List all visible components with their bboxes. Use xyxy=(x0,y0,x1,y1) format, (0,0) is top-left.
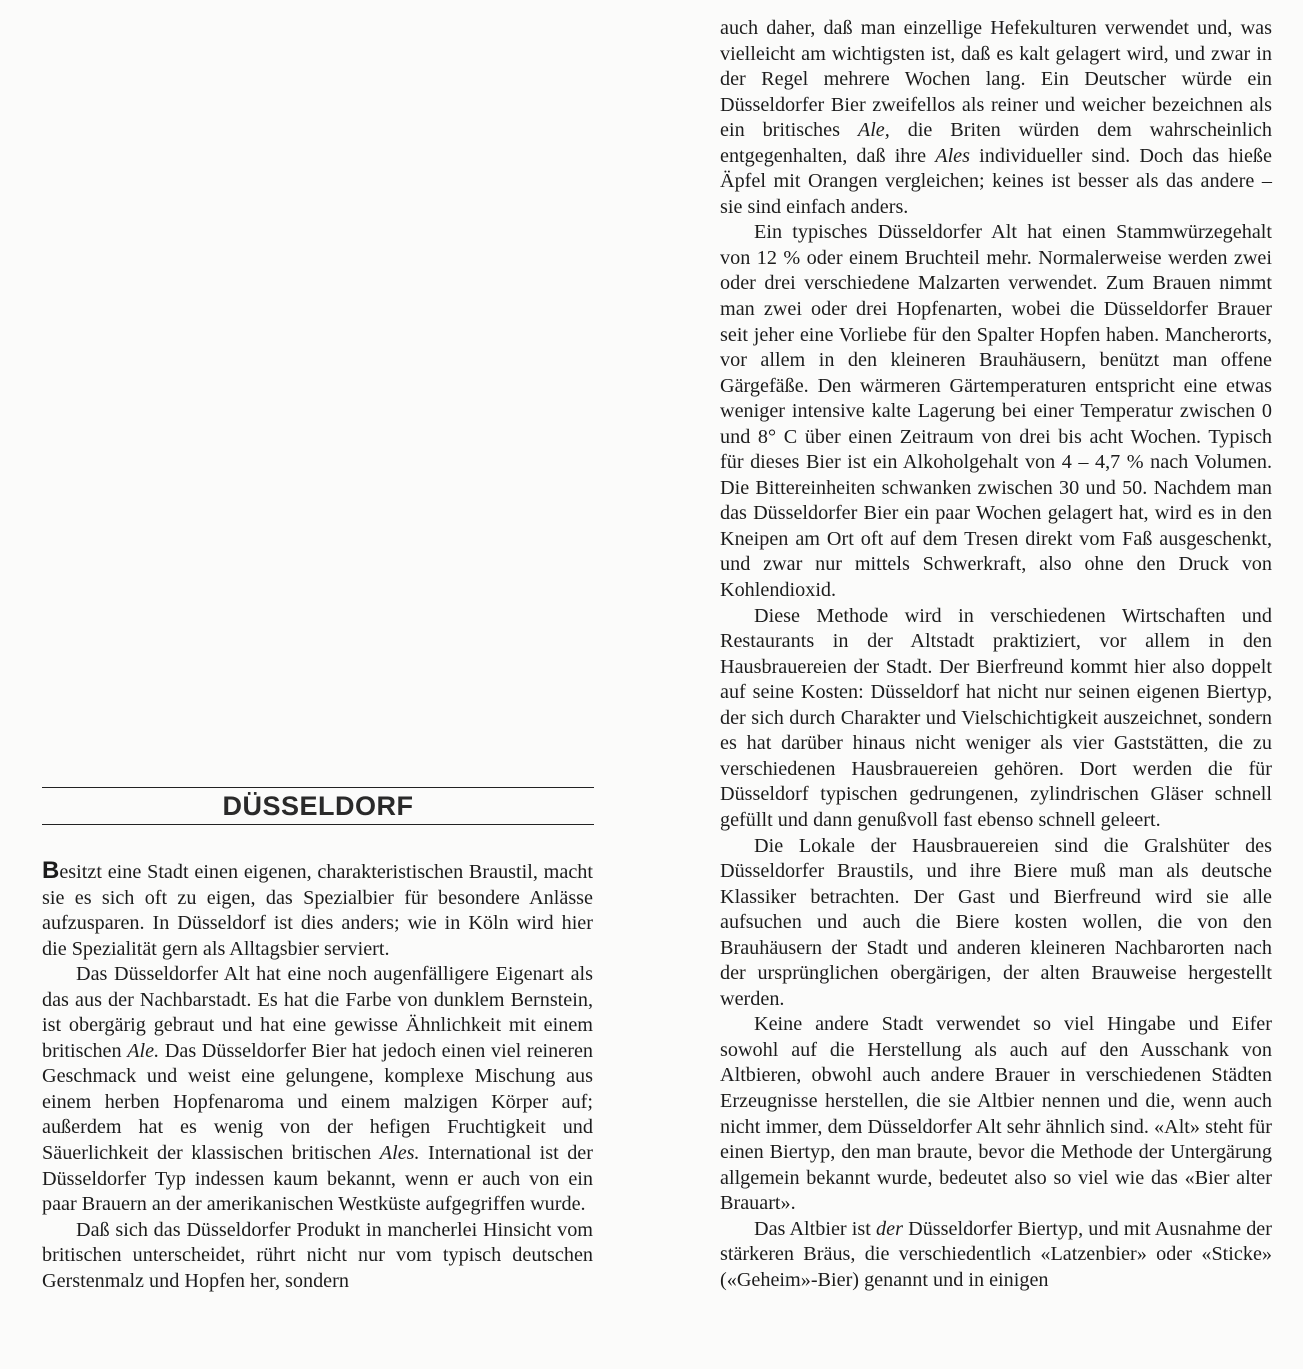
paragraph xyxy=(720,1217,1272,1294)
paragraph-text: esitzt eine Stadt einen eigenen, charakteristischen Braustil, macht sie es sich oft zu eigen, das Spezialbier für besondere Anlässe aufzusparen. In Düsseldorf ist dies anders; wie in Köln wird hier die Spezialität gern als Alltagsbier serviert. xyxy=(42,861,593,960)
paragraph-text: individueller sind. Doch das hieße Äpfel mit Orangen vergleichen; keines ist besser als das andere – sie sind einfach anders. xyxy=(720,144,1272,218)
paragraph-text: Keine andere Stadt verwendet so viel Hingabe und Eifer sowohl auf die Herstellung als auch auf den Ausschank von Altbieren, obwohl auch andere Brauer in verschiedenen Städten Erzeugnisse herstellen, die sie Altbier nennen und die, wenn auch nicht immer, dem Düsseldorfer Alt sehr ähnlich sind. «Alt» steht für einen Biertyp, den man braute, bevor die Methode der Untergärung allgemein bekannt wurde, bedeutet also so viel wie das «Bier alter Brauart». xyxy=(720,1013,1272,1215)
paragraph-text: die Briten würden dem wahrscheinlich entgegenhalten, daß ihre xyxy=(720,119,1272,167)
paragraph-text: Ein typisches Düsseldorfer Alt hat einen Stammwürzegehalt von 12 % oder einem Bruchteil mehr. Normalerweise werden zwei oder drei verschiedene Malzarten verwendet. Zum Brauen nimmt man zwei oder drei Hopfenarten, wobei die Düsseldorfer Brauer seit jeher eine Vorliebe für den Spalter Hopfen haben. Mancherorts, vor allem in den kleineren Brauhäusern, benützt man offene Gärgefäße. Den wärmeren Gärtemperaturen entspricht eine etwas weniger intensive kalte Lagerung bei einer Temperatur zwischen 0 und 8° C über einen Zeitraum von drei bis acht Wochen. Typisch für dieses Bier ist ein Alkoholgehalt von 4 – 4,7 % nach Volumen. Die Bittereinheiten schwanken zwischen 30 und 50. Nachdem man das Düsseldorfer Bier ein paar Wochen gelagert hat, wird es in den Kneipen am Ort oft auf dem Tresen direkt vom Faß ausgeschenkt, und zwar nur mittels Schwerkraft, also ohne den Druck von Kohlendioxid. xyxy=(720,221,1272,602)
italic-term: Ale, xyxy=(857,119,890,142)
paragraph-text: Das Düsseldorfer Alt hat eine noch augenfälligere Eigenart als das aus der Nachbarstadt. Es hat die Farbe von dunklem Bernstein, ist obergärig gebraut und hat eine gewisse Ähnlichkeit mit einem britischen xyxy=(42,963,593,1062)
paragraph xyxy=(42,1218,593,1295)
italic-term: Ales. xyxy=(379,1142,420,1165)
heading-bottom-rule xyxy=(42,824,594,825)
section-heading: DÜSSELDORF xyxy=(222,791,414,821)
drop-cap: B xyxy=(42,857,60,884)
paragraph-text: Die Lokale der Hausbrauereien sind die Gralshüter des Düsseldorfer Braustils, und ihre Biere muß man als deutsche Klassiker betrachten. Der Gast und Bierfreund wird sie alle aufsuchen und auch die Biere kosten wollen, die von den Brauhäusern der Stadt und anderen kleineren Nachbarorten nach der ursprünglichen obergärigen, der alten Brauweise hergestellt werden. xyxy=(720,834,1272,1010)
paragraph xyxy=(720,16,1272,220)
left-column xyxy=(42,858,593,1294)
section-heading-block xyxy=(42,787,594,825)
paragraph xyxy=(720,1012,1272,1216)
italic-term: Ale. xyxy=(127,1039,160,1062)
paragraph-text: Das Düsseldorfer Bier hat jedoch einen viel reineren Geschmack und weist eine gelungene, komplexe Mischung aus einem herben Hopfenaroma und einem malzigen Körper auf; außerdem hat es wenig von der hefigen Fruchtigkeit und Säuerlichkeit der klassischen britischen xyxy=(42,1039,593,1165)
paragraph xyxy=(42,858,593,962)
paragraph-text: International ist der Düsseldorfer Typ indessen kaum bekannt, wenn er auch von ein paar Brauern an der amerikanischen Westküste aufgegriffen wurde. xyxy=(42,1142,593,1216)
paragraph xyxy=(720,220,1272,603)
paragraph xyxy=(720,834,1272,1013)
paragraph-text: Das Altbier ist xyxy=(754,1217,877,1240)
paragraph-text: Daß sich das Düsseldorfer Produkt in mancherlei Hinsicht vom britischen unterscheidet, rührt nicht nur vom typisch deutschen Gerstenmalz und Hopfen her, sondern xyxy=(42,1218,593,1292)
italic-term: Ales xyxy=(935,144,970,167)
italic-term: der xyxy=(876,1217,903,1240)
paragraph-text: auch daher, daß man einzellige Hefekulturen verwendet und, was vielleicht am wichtigsten ist, daß es kalt gelagert wird, und zwar in der Regel mehrere Wochen lang. Ein Deutscher würde ein Düsseldorfer Bier zweifellos als reiner und weicher bezeichnen als ein britisches xyxy=(720,17,1272,142)
right-column xyxy=(720,16,1272,1293)
paragraph-text: Düsseldorfer Biertyp, und mit Ausnahme der stärkeren Bräus, die verschiedentlich «Latzenbier» oder «Sticke» («Geheim»-Bier) genannt und in einigen xyxy=(720,1217,1272,1291)
paragraph xyxy=(42,962,593,1217)
show-through-text xyxy=(470,770,474,787)
paragraph xyxy=(720,604,1272,834)
paragraph-text: Diese Methode wird in verschiedenen Wirtschaften und Restaurants in der Altstadt praktiziert, vor allem in den Hausbrauereien der Stadt. Der Bierfreund kommt hier also doppelt auf seine Kosten: Düsseldorf hat nicht nur seinen eigenen Biertyp, der sich durch Charakter und Vielschichtigkeit auszeichnet, sondern es hat darüber hinaus nicht weniger als vier Gaststätten, die zu verschiedenen Hausbrauereien gehören. Dort werden die für Düsseldorf typischen gedrungenen, zylindrischen Gläser schnell gefüllt und dann genußvoll fast ebenso schnell geleert. xyxy=(720,604,1272,831)
